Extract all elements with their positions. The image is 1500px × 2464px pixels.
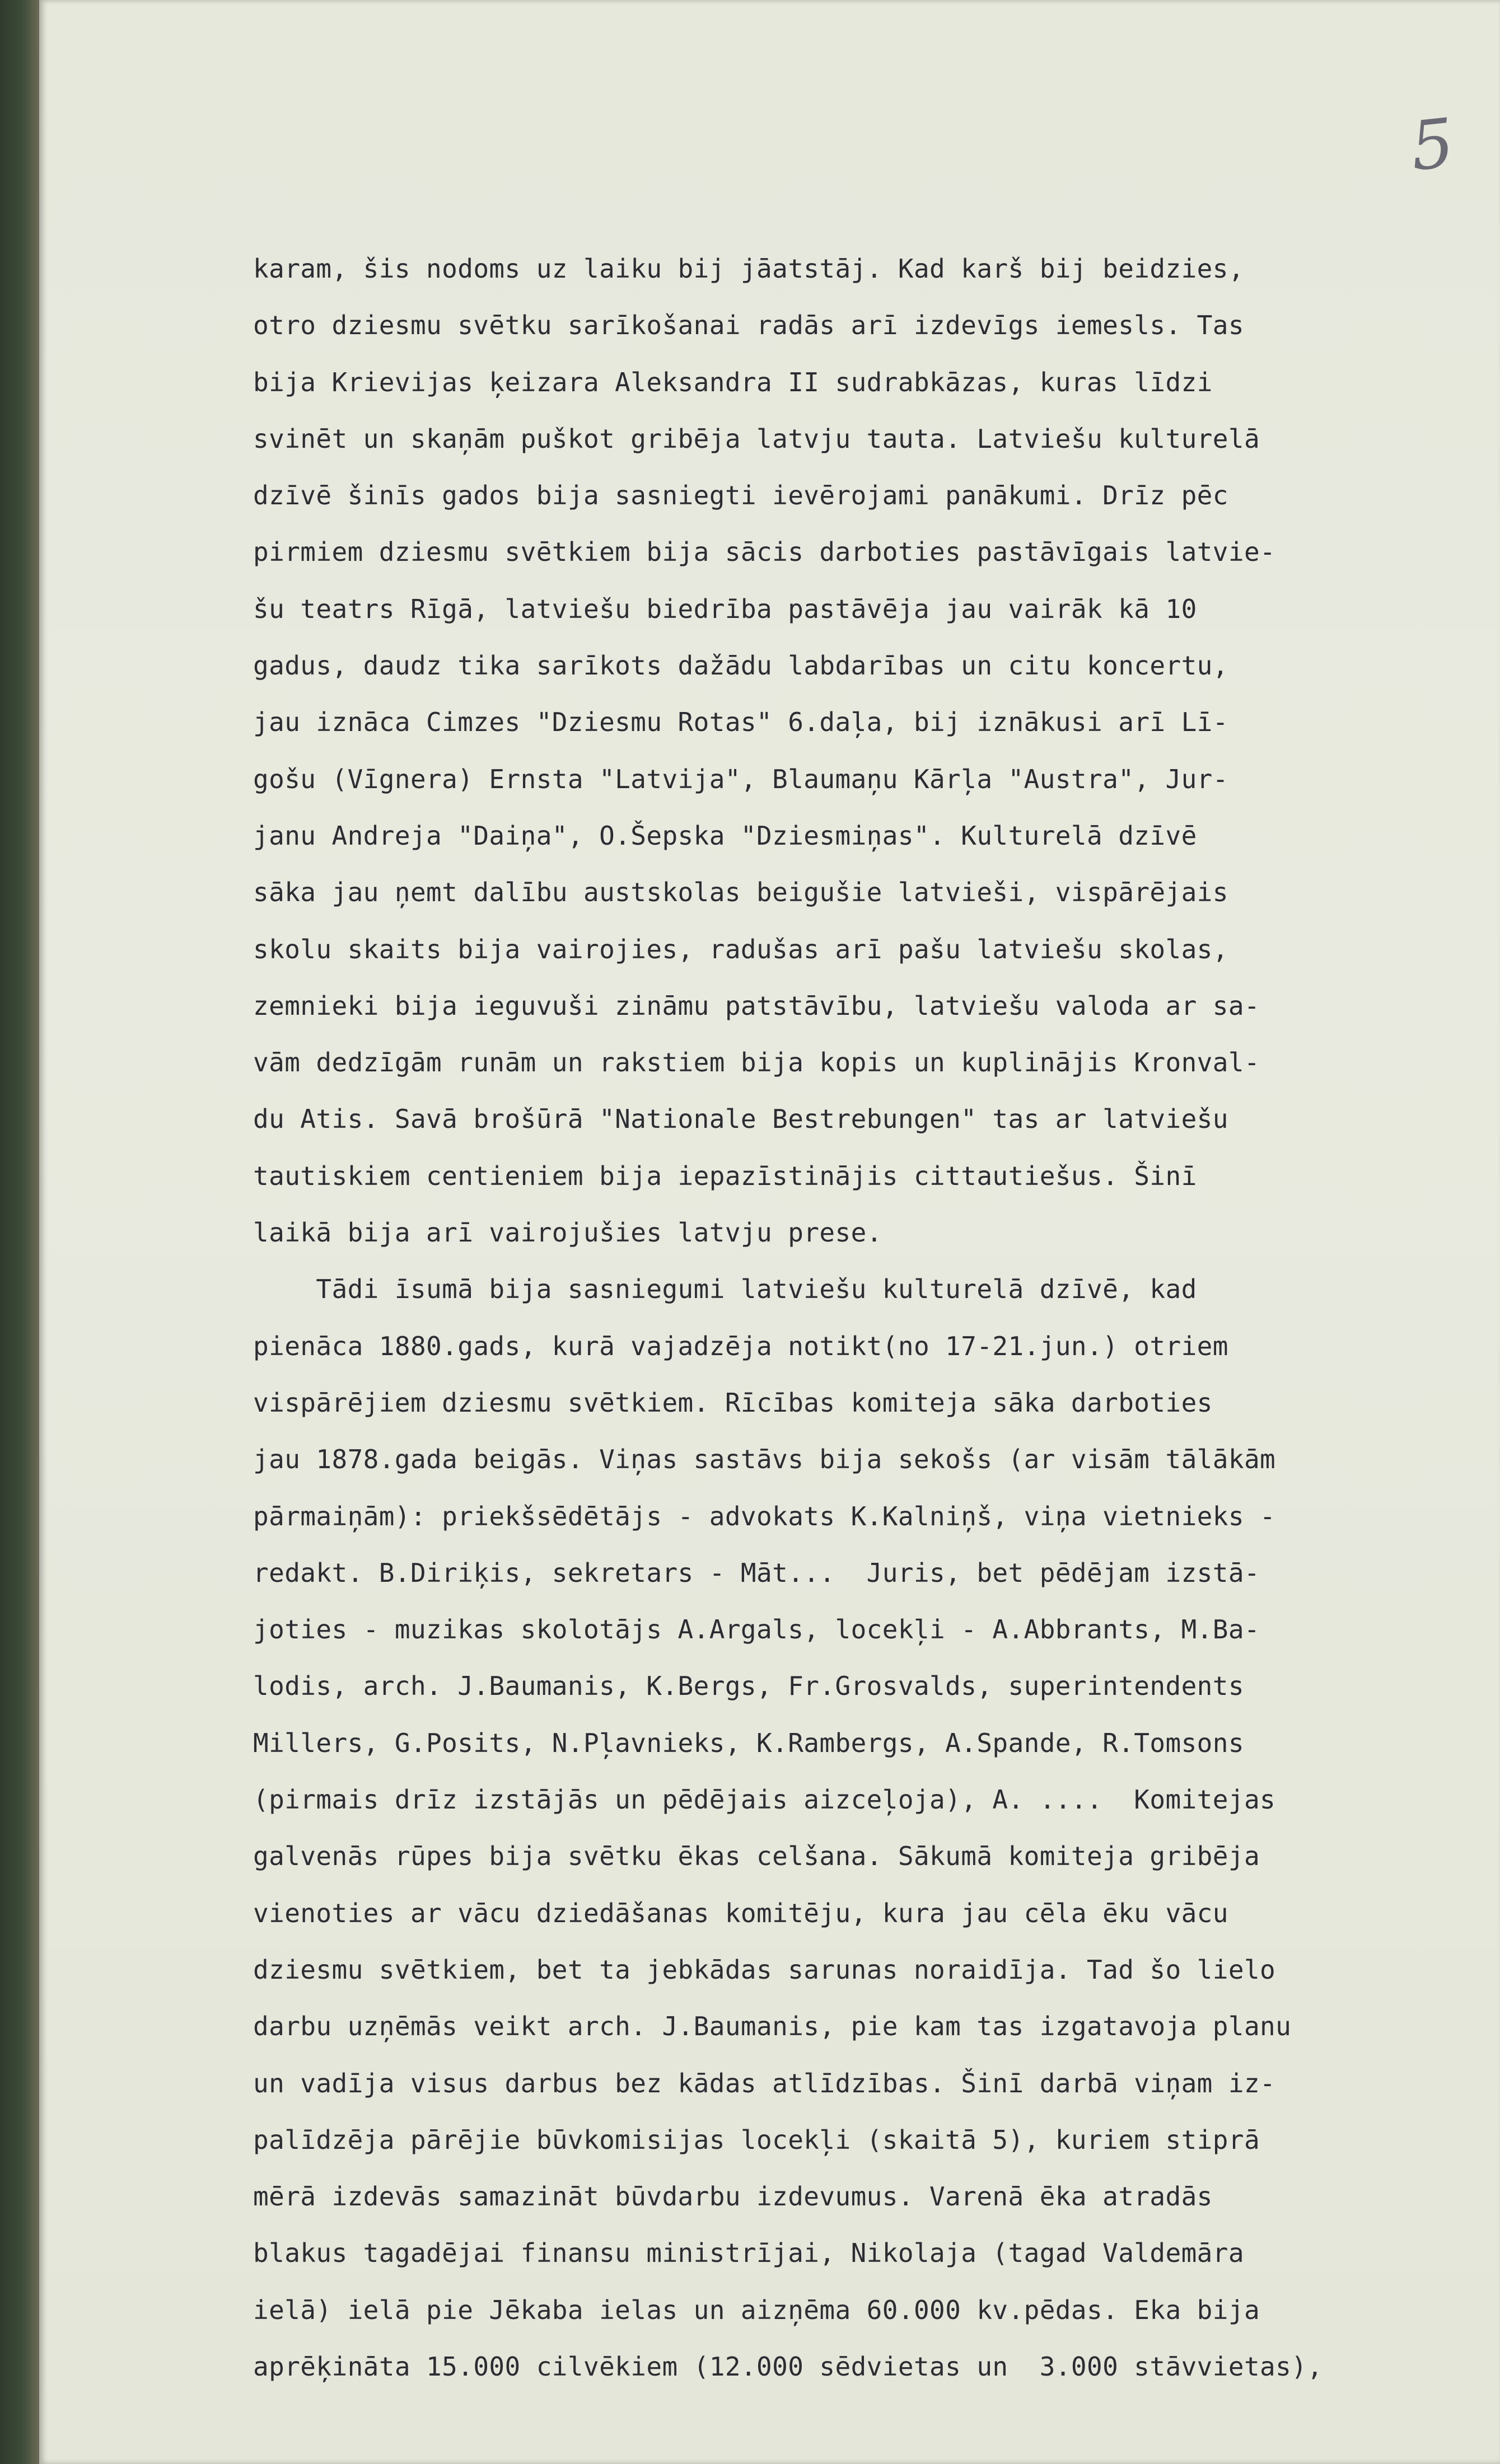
text-line: vām dedzīgām runām un rakstiem bija kopis un kuplinājis Kronval- <box>253 1047 1260 1078</box>
text-line: jau iznāca Cimzes "Dziesmu Rotas" 6.daļa, bij iznākusi arī Lī- <box>253 707 1228 738</box>
text-line: gadus, daudz tika sarīkots dažādu labdarības un citu koncertu, <box>253 650 1228 681</box>
text-line: (pirmais drīz izstājās un pēdējais aizceļoja), A. .... Komitejas <box>253 1784 1276 1815</box>
text-line: zemnieki bija ieguvuši zināmu patstāvību, latviešu valoda ar sa- <box>253 990 1260 1021</box>
handwritten-page-number: 5 <box>1406 104 1458 186</box>
text-line: galvenās rūpes bija svētku ēkas celšana. Sākumā komiteja gribēja <box>253 1841 1260 1872</box>
text-line: jau 1878.gada beigās. Viņas sastāvs bija sekošs (ar visām tālākām <box>253 1444 1276 1475</box>
text-line: svinēt un skaņām puškot gribēja latvju tauta. Latviešu kulturelā <box>253 423 1260 454</box>
text-line: ielā) ielā pie Jēkaba ielas un aizņēma 60.000 kv.pēdas. Eka bija <box>253 2294 1260 2325</box>
text-line: Millers, G.Posits, N.Pļavnieks, K.Rambergs, A.Spande, R.Tomsons <box>253 1727 1244 1758</box>
text-line: tautiskiem centieniem bija iepazīstinājis cittautiešus. Šinī <box>253 1160 1197 1191</box>
text-line: dziesmu svētkiem, bet ta jebkādas sarunas noraidīja. Tad šo lielo <box>253 1954 1276 1985</box>
text-line: joties - muzikas skolotājs A.Argals, locekļi - A.Abbrants, M.Ba- <box>253 1614 1260 1645</box>
text-line: janu Andreja "Daiņa", O.Šepska "Dziesmiņas". Kulturelā dzīvē <box>253 820 1197 851</box>
text-line: redakt. B.Diriķis, sekretars - Māt... Juris, bet pēdējam izstā- <box>253 1557 1260 1588</box>
text-line: vispārējiem dziesmu svētkiem. Rīcības komiteja sāka darboties <box>253 1387 1213 1418</box>
binder-edge <box>0 0 39 2464</box>
text-line: pienāca 1880.gads, kurā vajadzēja notikt(no 17-21.jun.) otriem <box>253 1331 1228 1361</box>
text-line: aprēķināta 15.000 cilvēkiem (12.000 sēdvietas un 3.000 stāvvietas), <box>253 2351 1323 2382</box>
text-line: karam, šis nodoms uz laiku bij jāatstāj. Kad karš bij beidzies, <box>253 254 1244 284</box>
text-line: un vadīja visus darbus bez kādas atlīdzības. Šinī darbā viņam iz- <box>253 2068 1276 2098</box>
text-line: palīdzēja pārējie būvkomisijas locekļi (skaitā 5), kuriem stiprā <box>253 2124 1260 2155</box>
text-line: blakus tagadējai finansu ministrījai, Nikolaja (tagad Valdemāra <box>253 2238 1244 2269</box>
text-line: bija Krievijas ķeizara Aleksandra II sudrabkāzas, kuras līdzi <box>253 367 1213 397</box>
text-line: šu teatrs Rīgā, latviešu biedrība pastāvēja jau vairāk kā 10 <box>253 593 1197 624</box>
text-line: mērā izdevās samazināt būvdarbu izdevumus. Varenā ēka atradās <box>253 2181 1213 2212</box>
text-line: sāka jau ņemt dalību austskolas beigušie latvieši, vispārējais <box>253 877 1228 908</box>
text-line: du Atis. Savā brošūrā "Nationale Bestrebungen" tas ar latviešu <box>253 1104 1228 1135</box>
text-line: otro dziesmu svētku sarīkošanai radās arī izdevīgs iemesls. Tas <box>253 310 1244 341</box>
text-line: gošu (Vīgnera) Ernsta "Latvija", Blaumaņu Kārļa "Austra", Jur- <box>253 763 1228 794</box>
text-line: dzīvē šinīs gados bija sasniegti ievērojami panākumi. Drīz pēc <box>253 480 1228 511</box>
text-line: vienoties ar vācu dziedāšanas komitēju, kura jau cēla ēku vācu <box>253 1898 1228 1928</box>
typed-text-body <box>253 241 1429 2395</box>
text-line: laikā bija arī vairojušies latvju prese. <box>253 1217 882 1248</box>
text-line: skolu skaits bija vairojies, radušas arī pašu latviešu skolas, <box>253 934 1228 964</box>
text-line: pirmiem dziesmu svētkiem bija sācis darboties pastāvīgais latvie- <box>253 537 1276 568</box>
text-line: lodis, arch. J.Baumanis, K.Bergs, Fr.Grosvalds, superintendents <box>253 1671 1244 1702</box>
text-line: darbu uzņēmās veikt arch. J.Baumanis, pie kam tas izgatavoja planu <box>253 2011 1292 2042</box>
text-line: Tādi īsumā bija sasniegumi latviešu kulturelā dzīvē, kad <box>253 1274 1197 1305</box>
text-line: pārmaiņām): priekšsēdētājs - advokats K.Kalniņš, viņa vietnieks - <box>253 1501 1276 1531</box>
